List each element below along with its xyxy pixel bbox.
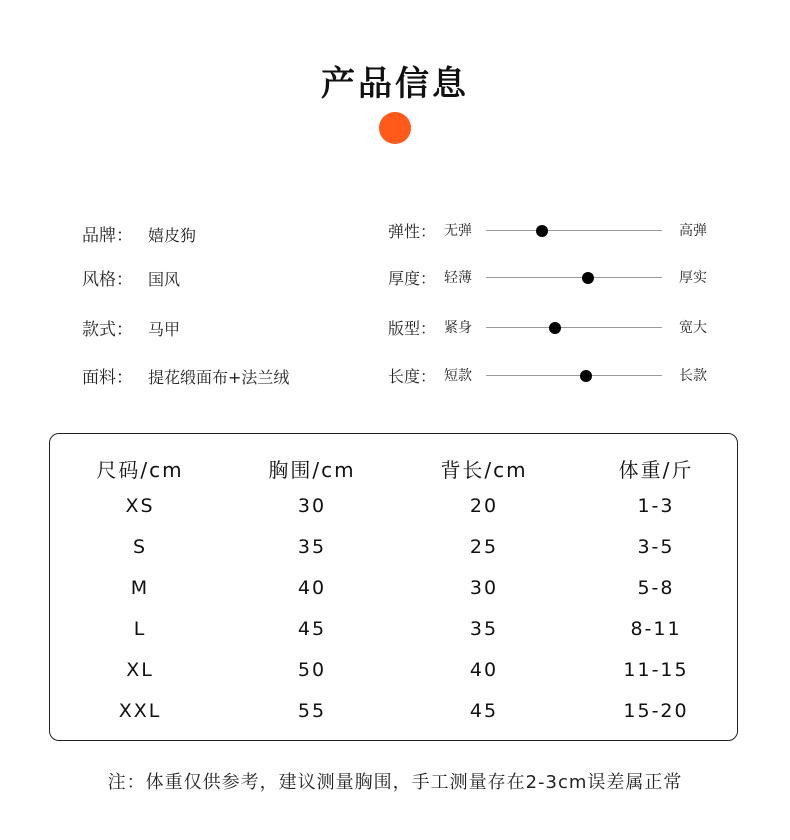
slider-track [486,327,662,328]
table-cell: 55 [297,700,327,722]
info-label: 款式： [82,320,133,340]
info-label: 面料： [82,368,133,388]
slider-track [486,277,662,278]
slider-label: 版型： [388,319,437,338]
slider-knob [582,272,594,284]
slider-low-label: 无弹 [444,223,472,239]
table-cell: 45 [469,700,499,722]
slider-high-label: 厚实 [679,270,707,286]
info-value: 嬉皮狗 [148,226,197,245]
slider-knob [549,322,561,334]
table-cell: 35 [469,618,499,640]
slider-elasticity [388,219,728,243]
table-cell: XXL [118,700,162,722]
table-cell: 40 [469,659,499,681]
slider-knob [580,370,592,382]
table-cell: M [130,577,150,599]
table-cell: XS [125,495,155,517]
accent-dot [379,112,411,144]
slider-thickness [388,266,728,290]
table-cell: 3-5 [637,536,675,558]
table-cell: 15-20 [623,700,689,722]
slider-fit [388,316,728,340]
info-row-brand [82,221,196,245]
info-value: 提花缎面布+法兰绒 [148,368,290,387]
slider-high-label: 高弹 [679,223,707,239]
table-cell: S [132,536,148,558]
footnote: 注：体重仅供参考，建议测量胸围，手工测量存在2-3cm误差属正常 [107,772,683,793]
table-cell: 8-11 [630,618,682,640]
slider-label: 厚度： [388,269,437,288]
info-value: 国风 [148,270,181,289]
table-header-back: 背长/cm [440,458,528,482]
info-row-style [82,265,180,289]
info-value: 马甲 [148,320,181,339]
slider-label: 弹性： [388,222,437,241]
slider-high-label: 宽大 [679,320,707,336]
slider-high-label: 长款 [679,368,707,384]
slider-knob [536,225,548,237]
table-cell: 20 [469,495,499,517]
slider-low-label: 短款 [444,368,472,384]
table-cell: 30 [297,495,327,517]
slider-label: 长度： [388,367,437,386]
slider-low-label: 紧身 [444,320,472,336]
slider-track [486,230,662,231]
table-header-weight: 体重/斤 [618,458,694,482]
table-cell: 35 [297,536,327,558]
info-row-type [82,315,180,339]
table-cell: XL [126,659,154,681]
table-header-chest: 胸围/cm [268,458,356,482]
slider-track [486,375,662,376]
table-cell: 50 [297,659,327,681]
table-cell: 1-3 [637,495,675,517]
size-table [49,433,738,741]
page-title: 产品信息 [321,64,469,104]
table-cell: 40 [297,577,327,599]
slider-length [388,364,728,388]
table-header-size: 尺码/cm [96,458,184,482]
info-row-fabric [82,363,289,387]
info-label: 品牌： [82,226,133,246]
slider-low-label: 轻薄 [444,270,472,286]
table-cell: 30 [469,577,499,599]
table-cell: 25 [469,536,499,558]
table-cell: 45 [297,618,327,640]
table-cell: L [133,618,147,640]
table-cell: 5-8 [637,577,675,599]
info-label: 风格： [82,270,133,290]
table-cell: 11-15 [623,659,689,681]
